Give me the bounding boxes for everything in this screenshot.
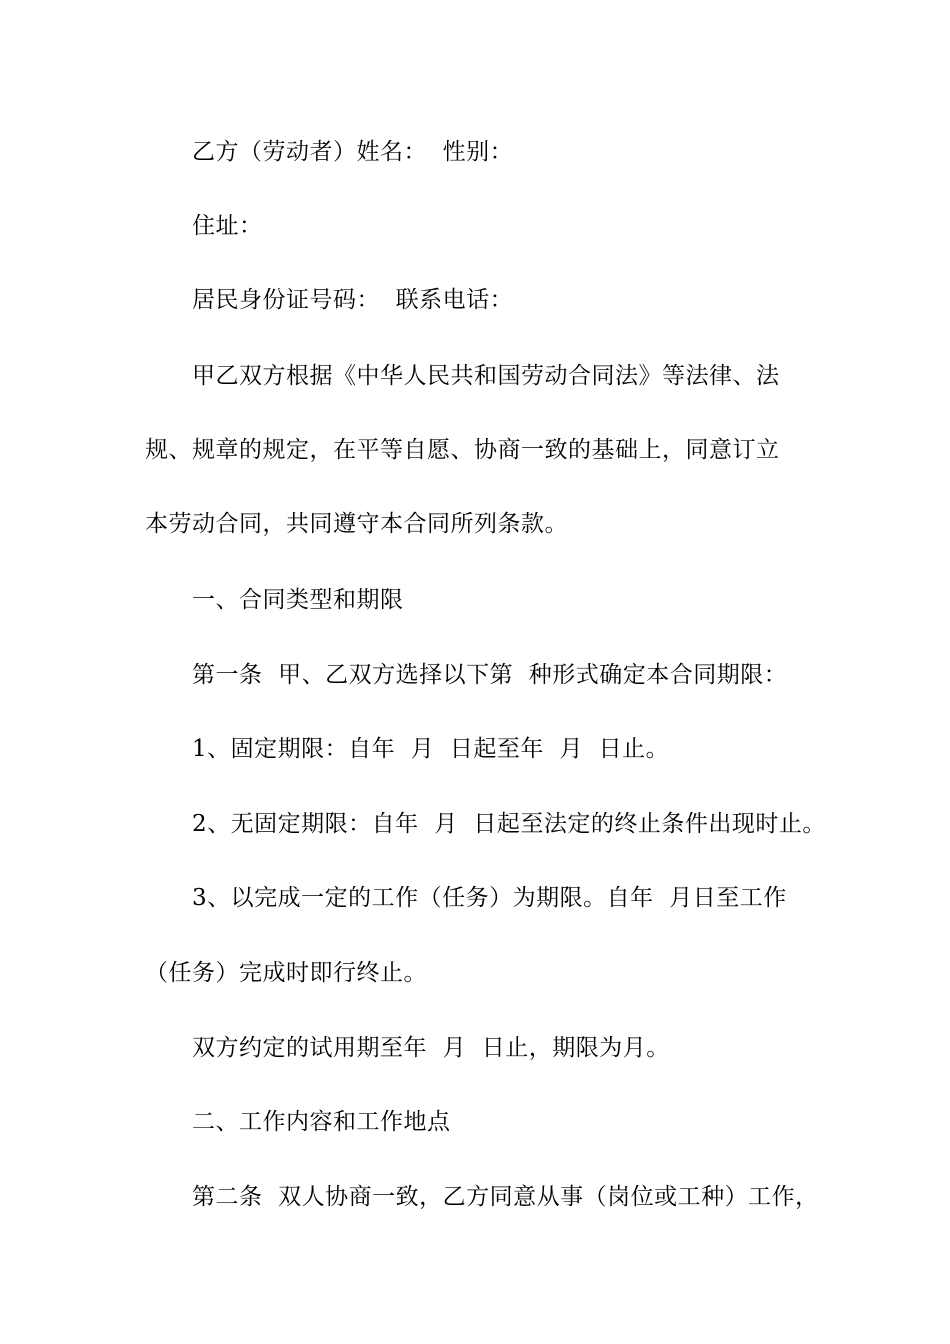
article-2-line: 第二条 双人协商一致，乙方同意从事（岗位或工种）工作， [192, 1184, 819, 1210]
article-1-line: 第一条 甲、乙双方选择以下第 种形式确定本合同期限： [192, 662, 788, 688]
preamble-line-3: 本劳动合同，共同遵守本合同所列条款。 [145, 511, 568, 537]
option-2-open-term: 2、无固定期限：自年 月 日起至法定的终止条件出现时止。 [192, 811, 826, 837]
preamble-line-1: 甲乙双方根据《中华人民共和国劳动合同法》等法律、法 [192, 363, 780, 389]
probation-line: 双方约定的试用期至年 月 日止，期限为月。 [192, 1035, 670, 1061]
section-1-heading: 一、合同类型和期限 [192, 587, 404, 613]
option-3-task-term-line-1: 3、以完成一定的工作（任务）为期限。自年 月日至工作 [192, 885, 787, 911]
section-2-heading: 二、工作内容和工作地点 [192, 1109, 451, 1135]
option-3-task-term-line-2: （任务）完成时即行终止。 [145, 960, 427, 986]
party-b-address-line: 住址： [192, 213, 263, 239]
option-1-fixed-term: 1、固定期限：自年 月 日起至年 月 日止。 [192, 736, 670, 762]
party-b-id-phone-line: 居民身份证号码： 联系电话： [192, 287, 514, 313]
preamble-line-2: 规、规章的规定，在平等自愿、协商一致的基础上，同意订立 [145, 437, 780, 463]
party-b-name-gender-line: 乙方（劳动者）姓名： 性别： [192, 139, 514, 165]
